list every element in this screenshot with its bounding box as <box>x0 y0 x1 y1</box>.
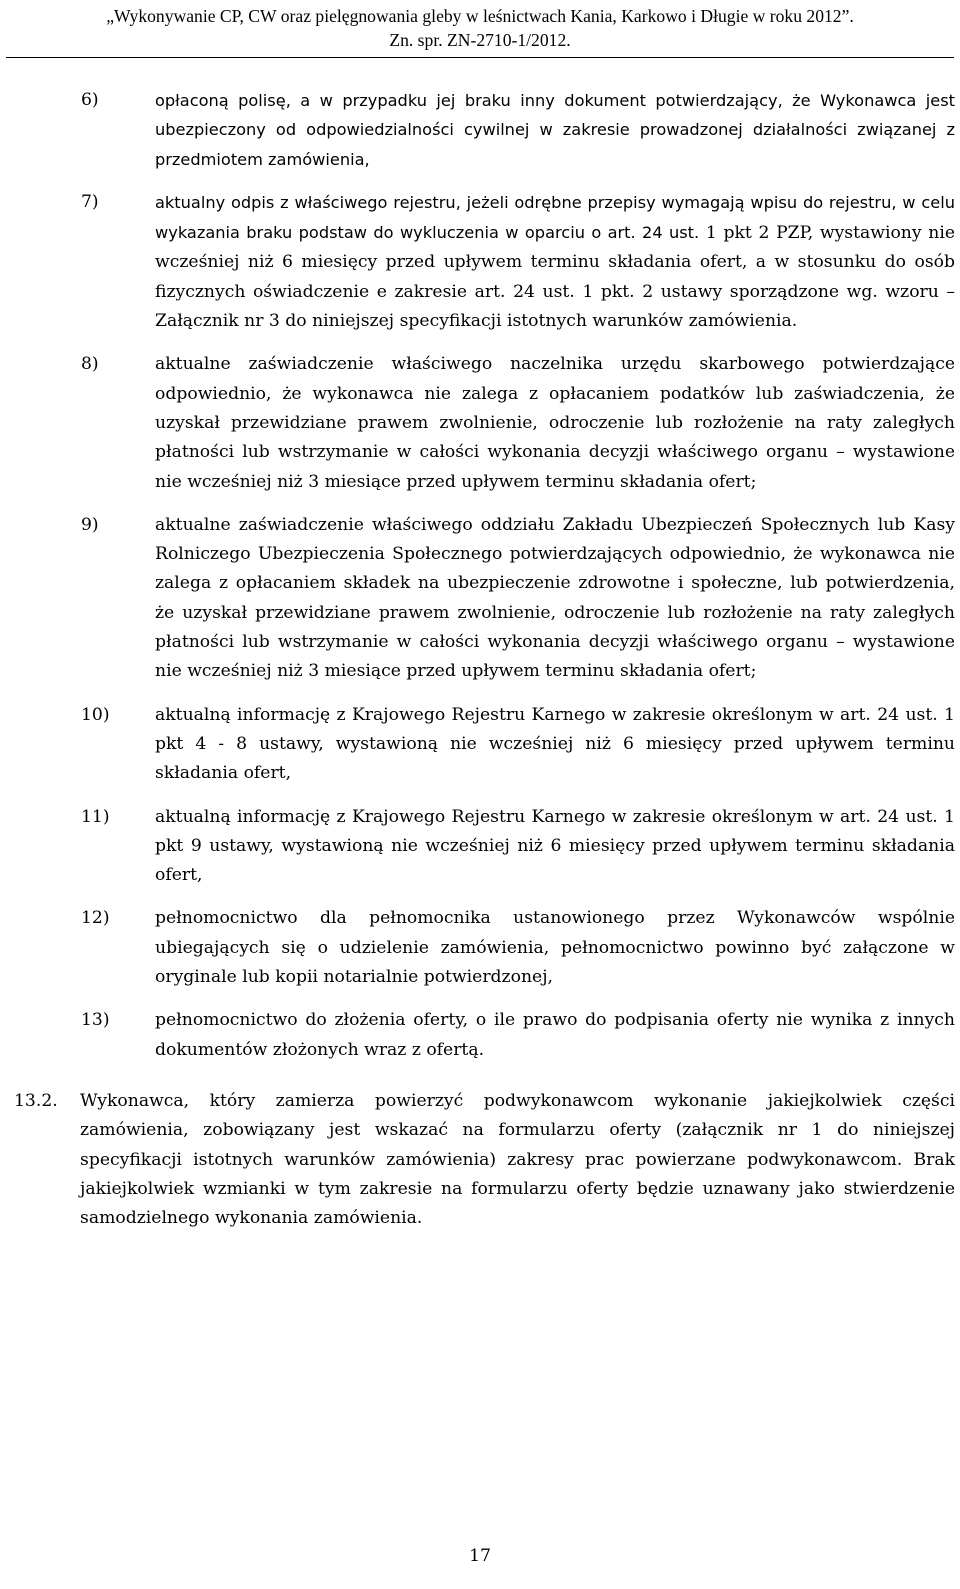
header-title: „Wykonywanie CP, CW oraz pielęgnowania gleby w leśnictwach Kania, Karkowo i Długie w roku 2012”. <box>106 6 854 26</box>
list-item-number: 7) <box>81 191 99 212</box>
list-item-13 <box>81 1006 955 1065</box>
list-item-10 <box>81 701 955 789</box>
page-header <box>0 4 960 52</box>
document-body <box>0 86 960 1233</box>
section-13-2 <box>14 1087 955 1233</box>
list-item-text: aktualne zaświadczenie właściwego naczelnika urzędu skarbowego potwierdzające odpowiednio, że wykonawca nie zalega z opłacaniem podatków lub zaświadczenia, że uzyskał przewidziane prawem zwolnienie, odroczenie lub rozłożenie na raty zaległych płatności lub wstrzymanie w całości wykonania decyzji właściwego organu – wystawione nie wcześniej niż 3 miesiące przed upływem terminu składania ofert; <box>155 354 955 492</box>
list-item-7 <box>81 188 956 336</box>
list-item-8 <box>81 350 955 496</box>
list-item-text-sans: aktualny odpis z właściwego rejestru, jeżeli odrębne przepisy wymagają wpisu do rejestru, w celu wykazania braku podstaw do wykluczenia w oparciu o art. 24 ust. <box>155 192 955 243</box>
section-number: 13.2. <box>14 1090 58 1111</box>
list-item-text: aktualną informację z Krajowego Rejestru Karnego w zakresie określonym w art. 24 ust. 1 pkt 9 ustawy, wystawioną nie wcześniej niż 6 miesięcy przed upływem terminu składania ofert, <box>155 806 955 886</box>
list-item-11 <box>81 803 955 891</box>
list-item-12 <box>81 904 955 992</box>
list-item-6 <box>81 86 955 174</box>
list-item-text: pełnomocnictwo do złożenia oferty, o ile prawo do podpisania oferty nie wynika z innych dokumentów złożonych wraz z ofertą. <box>155 1010 955 1060</box>
list-item-number: 8) <box>81 354 99 375</box>
list-item-number: 10) <box>81 704 110 725</box>
list-item-number: 13) <box>81 1010 110 1031</box>
header-divider <box>6 57 954 58</box>
list-item-text: aktualną informację z Krajowego Rejestru Karnego w zakresie określonym w art. 24 ust. 1 pkt 4 - 8 ustawy, wystawioną nie wcześniej niż 6 miesięcy przed upływem terminu składania ofert, <box>155 704 955 784</box>
list-item-9 <box>81 511 955 687</box>
list-item-number: 12) <box>81 908 110 929</box>
list-item-number: 9) <box>81 514 99 535</box>
header-case-number: Zn. spr. ZN-2710-1/2012. <box>389 30 571 50</box>
page-number: 17 <box>469 1546 491 1566</box>
list-item-number: 6) <box>81 90 99 110</box>
list-item-text-serif: 1 pkt 2 PZP, wystawiony nie wcześniej niż 6 miesięcy przed upływem terminu składania ofert, a w stosunku do osób fizycznych oświadczenie e zakresie art. 24 ust. 1 pkt. 2 ustawy sporządzone wg. wzoru – Załącznik nr 3 do niniejszej specyfikacji istotnych warunków zamówienia. <box>155 223 956 332</box>
list-item-number: 11) <box>81 806 110 827</box>
list-item-text: pełnomocnictwo dla pełnomocnika ustanowionego przez Wykonawców wspólnie ubiegających się o udzielenie zamówienia, pełnomocnictwo powinno być załączone w oryginale lub kopii notarialnie potwierdzonej, <box>155 908 955 988</box>
section-text: Wykonawca, który zamierza powierzyć podwykonawcom wykonanie jakiejkolwiek części zamówienia, zobowiązany jest wskazać na formularzu oferty (załącznik nr 1 do niniejszej specyfikacji istotnych warunków zamówienia) zakresy prac powierzane podwykonawcom. Brak jakiejkolwiek wzmianki w tym zakresie na formularzu oferty będzie uznawany jako stwierdzenie samodzielnego wykonania zamówienia. <box>80 1090 955 1229</box>
list-item-text: aktualne zaświadczenie właściwego oddziału Zakładu Ubezpieczeń Społecznych lub Kasy Rolniczego Ubezpieczenia Społecznego potwierdzających odpowiednio, że wykonawca nie zalega z opłacaniem składek na ubezpieczenie zdrowotne i społeczne, lub potwierdzenia, że uzyskał przewidziane prawem zwolnienie, odroczenie lub rozłożenie na raty zaległych płatności lub wstrzymanie w całości wykonania decyzji właściwego organu – wystawione nie wcześniej niż 3 miesiące przed upływem terminu składania ofert; <box>155 514 955 682</box>
list-item-text: opłaconą polisę, a w przypadku jej braku inny dokument potwierdzający, że Wykonawca jest ubezpieczony od odpowiedzialności cywilnej w zakresie prowadzonej działalności związanej z przedmiotem zamówienia, <box>155 91 955 169</box>
